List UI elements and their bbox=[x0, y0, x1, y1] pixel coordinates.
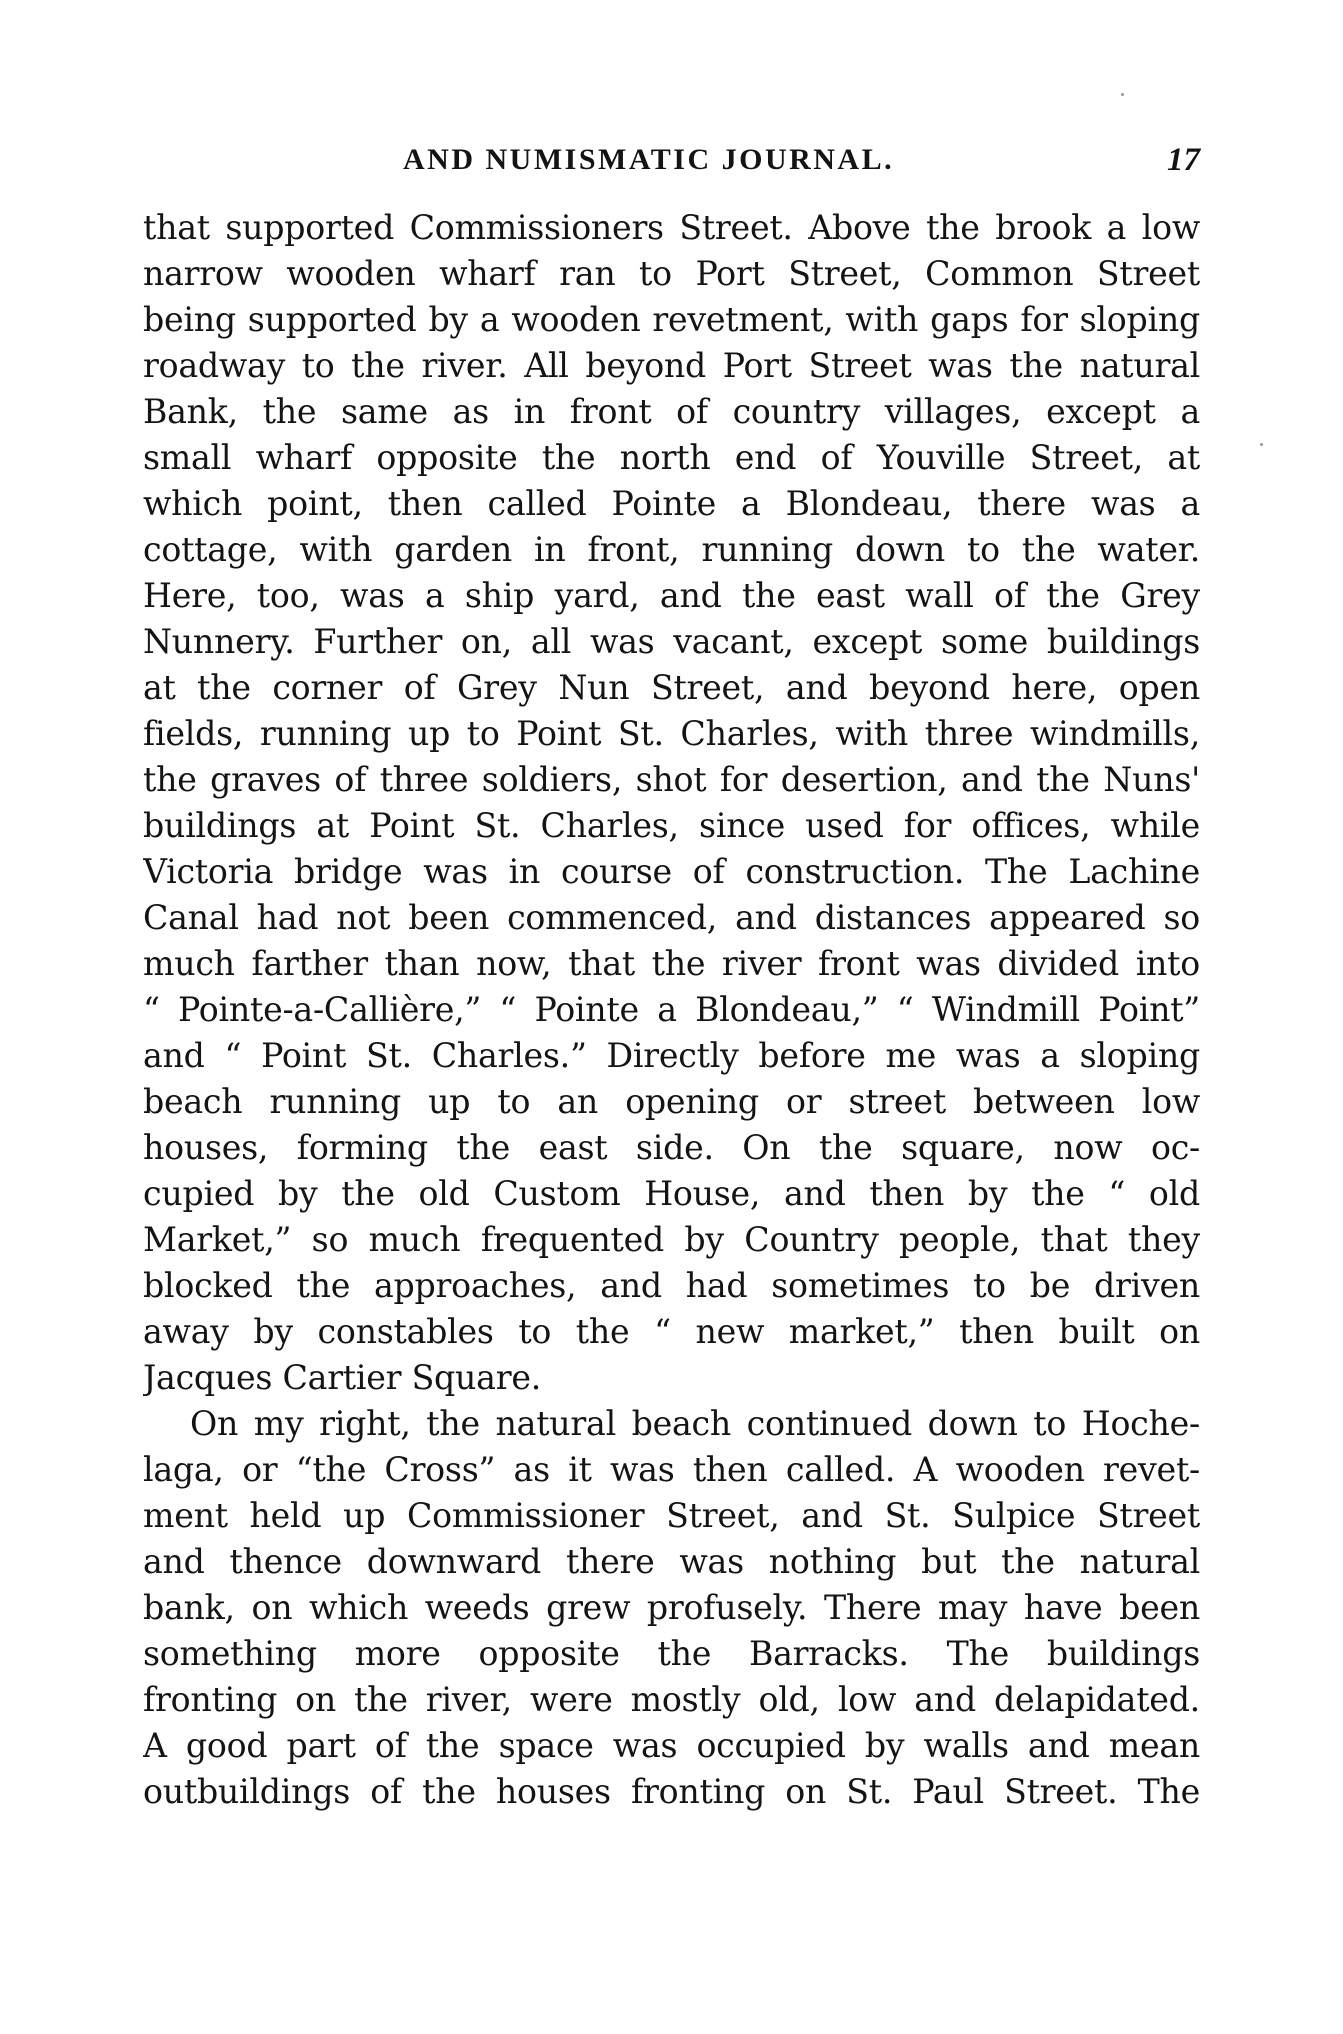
text-line: roadway to the river. All beyond Port Street was the natural bbox=[143, 346, 1200, 385]
text-line: cupied by the old Custom House, and then by the “ old bbox=[143, 1174, 1200, 1213]
text-line: away by constables to the “ new market,” then built on bbox=[143, 1312, 1200, 1351]
text-line: “ Pointe-a-Callière,” “ Pointe a Blondeau,” “ Windmill Point” bbox=[143, 990, 1200, 1029]
page-header bbox=[143, 140, 1200, 180]
page-number: 17 bbox=[1167, 142, 1200, 178]
text-line: narrow wooden wharf ran to Port Street, Common Street bbox=[143, 254, 1200, 293]
text-line: small wharf opposite the north end of Youville Street, at bbox=[143, 438, 1200, 477]
text-line: that supported Commissioners Street. Above the brook a low bbox=[143, 208, 1200, 247]
text-line: ment held up Commissioner Street, and St. Sulpice Street bbox=[143, 1496, 1200, 1535]
text-line: Canal had not been commenced, and distances appeared so bbox=[143, 898, 1200, 937]
text-line: at the corner of Grey Nun Street, and beyond here, open bbox=[143, 668, 1200, 707]
text-line: Here, too, was a ship yard, and the east wall of the Grey bbox=[143, 576, 1200, 615]
text-line: buildings at Point St. Charles, since used for offices, while bbox=[143, 806, 1200, 845]
text-line: which point, then called Pointe a Blondeau, there was a bbox=[143, 484, 1200, 523]
text-line: beach running up to an opening or street between low bbox=[143, 1082, 1200, 1121]
text-line: houses, forming the east side. On the square, now oc- bbox=[143, 1128, 1200, 1167]
scan-speck bbox=[1260, 443, 1263, 446]
text-line: something more opposite the Barracks. The buildings bbox=[143, 1634, 1200, 1673]
text-line: laga, or “the Cross” as it was then called. A wooden revet- bbox=[143, 1450, 1200, 1489]
text-line: the graves of three soldiers, shot for desertion, and the Nuns' bbox=[143, 760, 1200, 799]
body-text bbox=[143, 205, 1200, 1815]
text-line: and “ Point St. Charles.” Directly before me was a sloping bbox=[143, 1036, 1200, 1075]
text-line: Bank, the same as in front of country villages, except a bbox=[143, 392, 1200, 431]
text-line: A good part of the space was occupied by walls and mean bbox=[143, 1726, 1200, 1765]
text-line: blocked the approaches, and had sometimes to be driven bbox=[143, 1266, 1200, 1305]
paragraph-last-line: Jacques Cartier Square. bbox=[143, 1358, 542, 1397]
scan-speck bbox=[1121, 93, 1124, 96]
paragraph-first-line: On my right, the natural beach continued down to Hoche- bbox=[190, 1404, 1200, 1443]
text-line: fronting on the river, were mostly old, low and delapidated. bbox=[143, 1680, 1200, 1719]
text-line: much farther than now, that the river front was divided into bbox=[143, 944, 1200, 983]
text-line: fields, running up to Point St. Charles, with three windmills, bbox=[143, 714, 1200, 753]
text-line: cottage, with garden in front, running down to the water. bbox=[143, 530, 1200, 569]
text-line: outbuildings of the houses fronting on St. Paul Street. The bbox=[143, 1772, 1200, 1811]
text-line: Market,” so much frequented by Country people, that they bbox=[143, 1220, 1200, 1259]
text-line: being supported by a wooden revetment, with gaps for sloping bbox=[143, 300, 1200, 339]
running-title: AND NUMISMATIC JOURNAL. bbox=[403, 143, 895, 176]
text-line: bank, on which weeds grew profusely. There may have been bbox=[143, 1588, 1200, 1627]
text-line: and thence downward there was nothing but the natural bbox=[143, 1542, 1200, 1581]
text-line: Victoria bridge was in course of construction. The Lachine bbox=[143, 852, 1200, 891]
text-line: Nunnery. Further on, all was vacant, except some buildings bbox=[143, 622, 1200, 661]
